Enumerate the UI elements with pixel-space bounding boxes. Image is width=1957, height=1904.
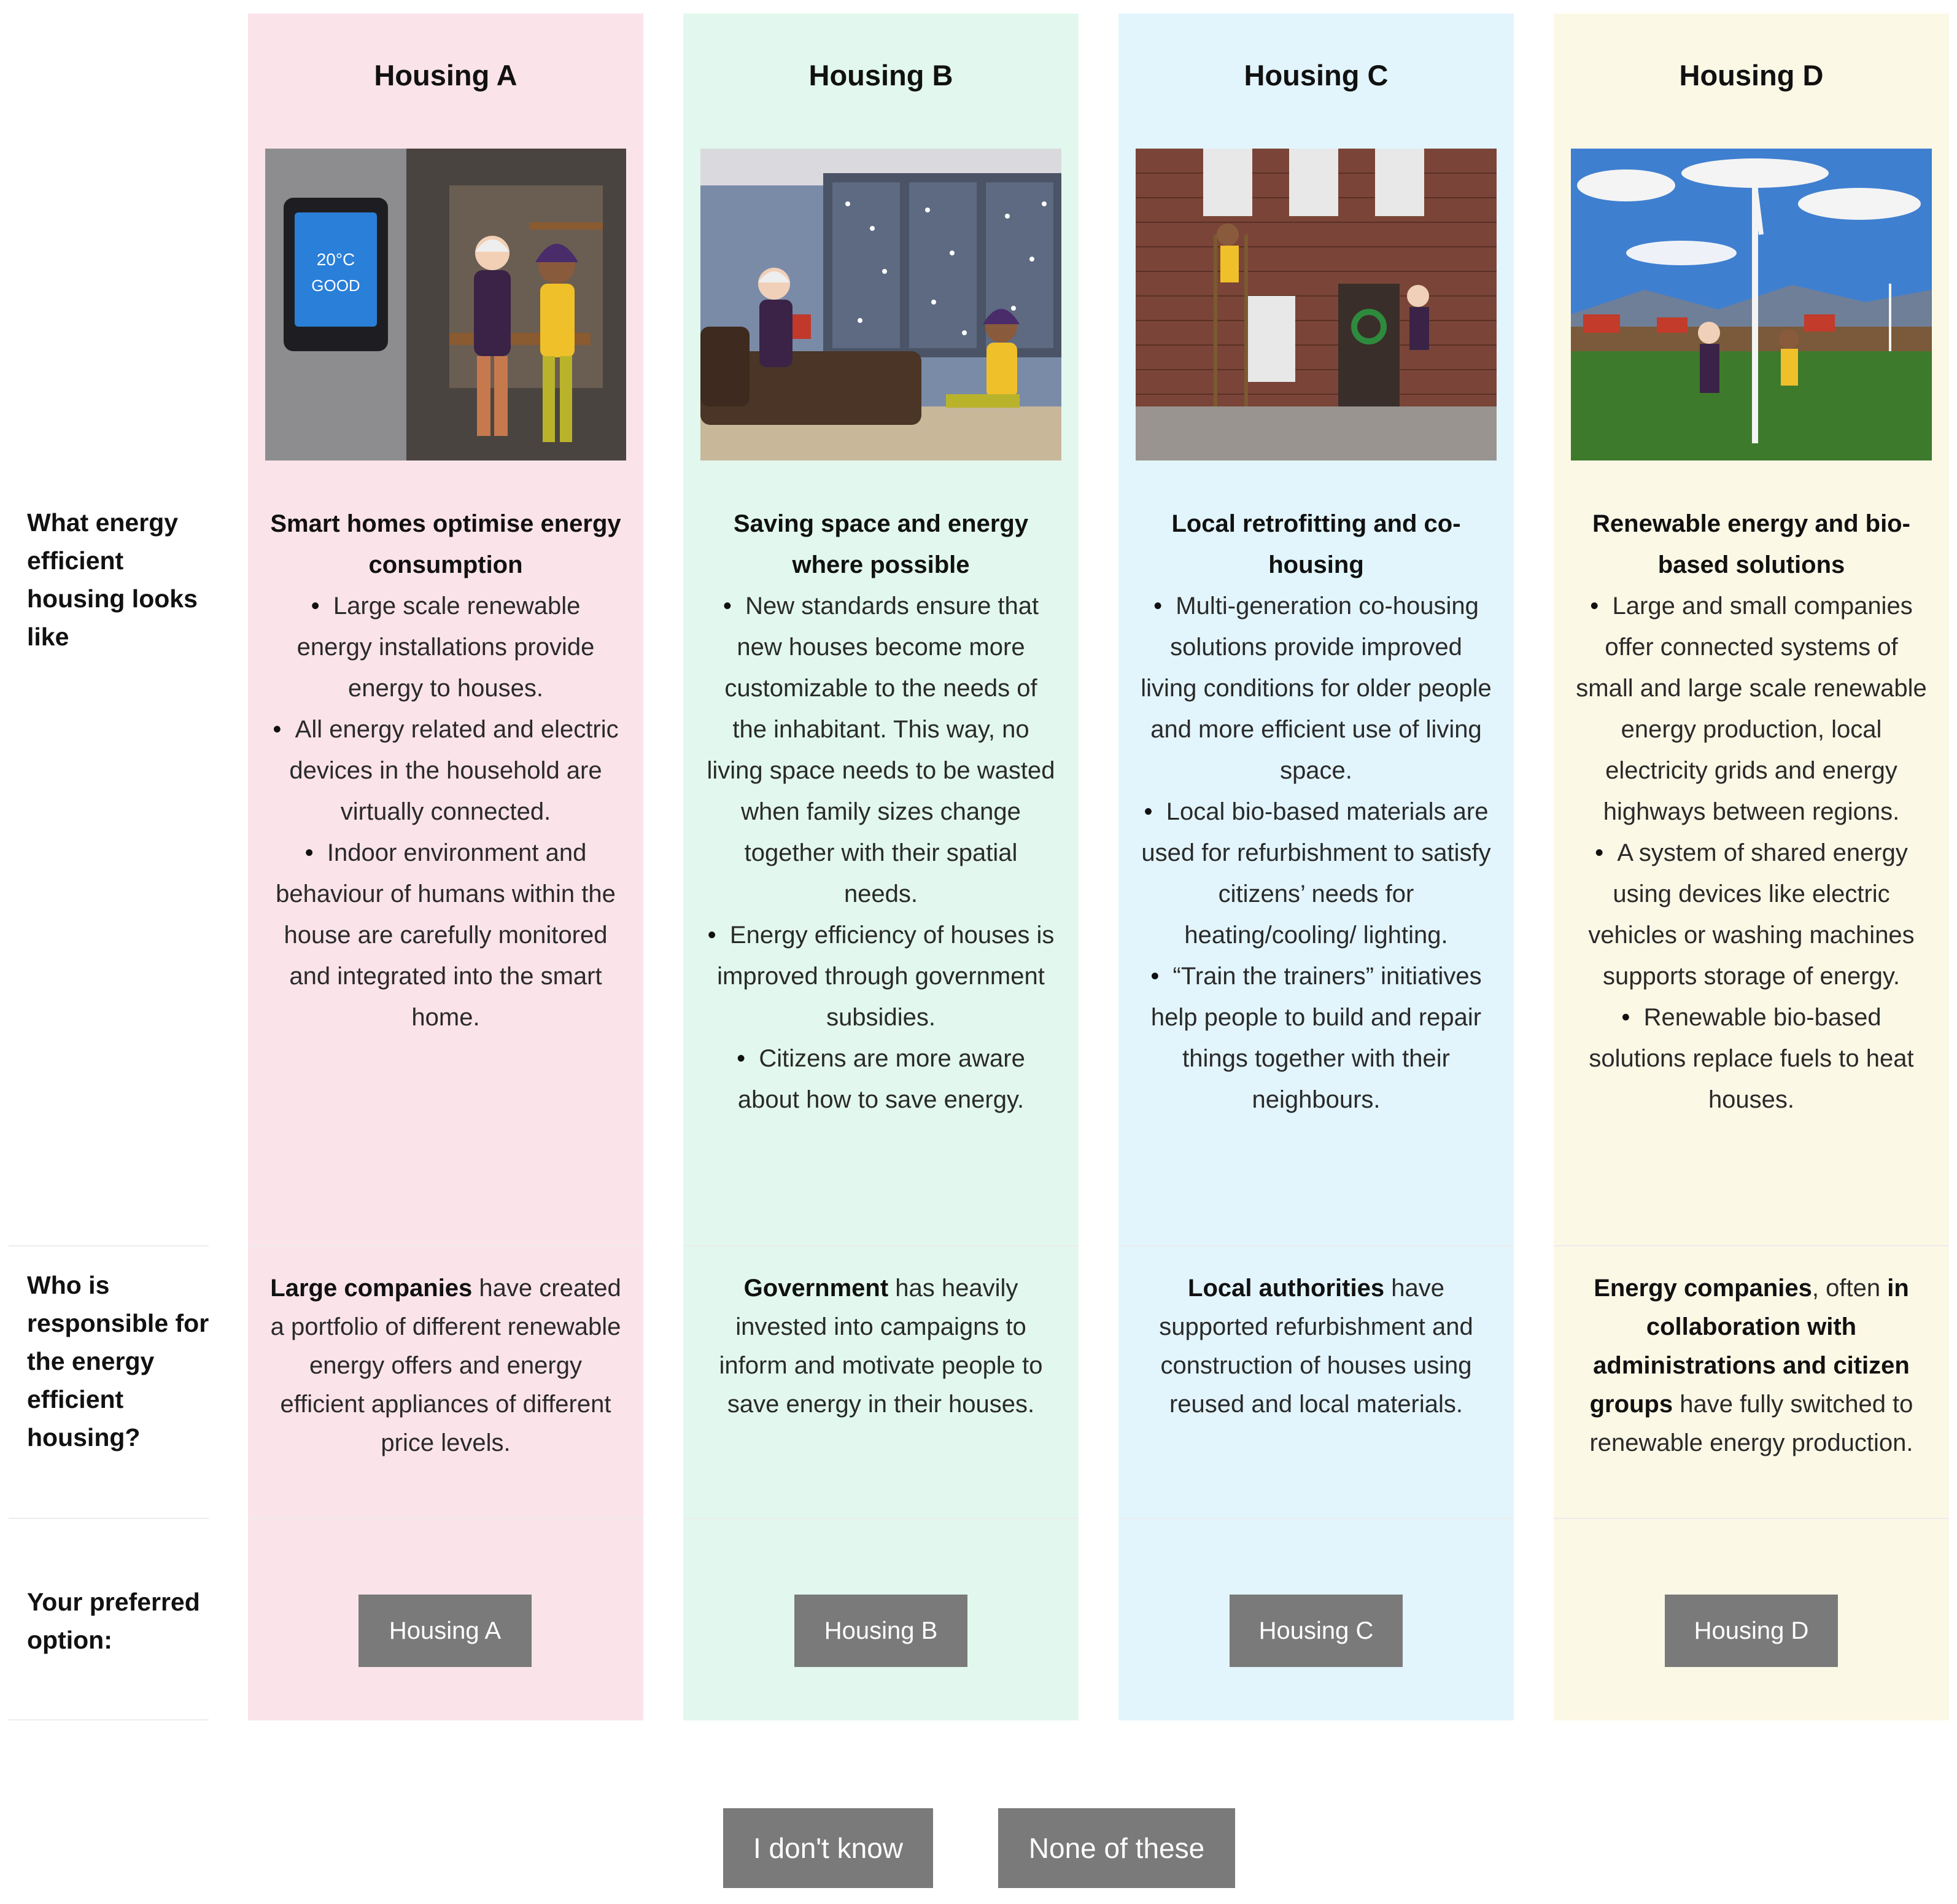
housing-b-column: [683, 14, 1079, 1720]
list-item: [702, 915, 1060, 1038]
housing-d-bullet-3: • Renewable bio-based solutions replace fuels to heat houses.: [1589, 1004, 1913, 1113]
housing-a-resp-actor: Large companies: [270, 1275, 473, 1302]
row-divider: [1554, 1518, 1949, 1519]
row-divider: [9, 1719, 209, 1720]
list-item: [702, 586, 1060, 915]
thermostat-temp: 20°C: [316, 250, 355, 269]
housing-d-desc-title: Renewable energy and bio-based solutions: [1592, 510, 1910, 578]
housing-a-bullet-2: • All energy related and electric devices in the household are virtually connected.: [273, 716, 618, 825]
housing-a-bullet-3: • Indoor environment and behaviour of humans within the house are carefully monitored and integrated into the smart home.: [276, 839, 616, 1031]
list-item: [1137, 956, 1495, 1121]
list-item: [702, 1038, 1060, 1121]
housing-d-resp-collab: in collaboration with administrations and citizen groups: [1589, 1275, 1910, 1418]
housing-d-button[interactable]: Housing D: [1665, 1595, 1838, 1667]
housing-a-title: Housing A: [374, 58, 517, 91]
row-divider: [9, 1245, 209, 1246]
housing-c-description: [1137, 503, 1495, 1121]
row-divider: [248, 1518, 643, 1519]
housing-b-bullet-3: • Citizens are more aware about how to save energy.: [737, 1045, 1025, 1113]
row-divider: [683, 1518, 1079, 1519]
housing-d-bullet-1: • Large and small companies offer connected systems of small and large scale renewable energy production, local electricity grids and energy highways between regions.: [1576, 593, 1926, 825]
housing-b-bullet-1: • New standards ensure that new houses become more customizable to the needs of the inhabitant. This way, no living space needs to be wasted when family sizes change together with their spatial needs.: [707, 593, 1055, 907]
housing-b-title: Housing B: [808, 58, 953, 91]
smart-home-thermostat-image: [265, 149, 626, 460]
housing-c-bullet-3: • “Train the trainers” initiatives help people to build and repair things together with their neighbours.: [1150, 963, 1481, 1113]
housing-c-column: [1118, 14, 1514, 1720]
housing-d-column: [1554, 14, 1949, 1720]
housing-b-resp-text: has heavily invested into campaigns to inform and motivate people to save energy in their houses.: [719, 1275, 1043, 1418]
row-divider: [1118, 1245, 1514, 1246]
housing-c-button[interactable]: Housing C: [1230, 1595, 1403, 1667]
row-divider: [683, 1245, 1079, 1246]
list-item: [1572, 586, 1931, 833]
housing-a-column: [248, 14, 643, 1720]
housing-d-description: [1572, 503, 1931, 1121]
housing-d-bullet-2: • A system of shared energy using devices like electric vehicles or washing machines supports storage of energy.: [1588, 839, 1914, 990]
housing-d-resp-actor: Energy companies: [1594, 1275, 1812, 1302]
thermostat-status: GOOD: [311, 276, 360, 295]
housing-d-resp-text-1: , often: [1812, 1275, 1888, 1302]
row-label-preferred: Your preferred option:: [27, 1588, 200, 1654]
housing-a-resp-text: have created a portfolio of different renewable energy offers and energy efficient appliances of different price levels.: [270, 1275, 621, 1456]
housing-b-responsibility: [702, 1269, 1060, 1424]
housing-a-button[interactable]: Housing A: [358, 1595, 532, 1667]
row-label-who: Who is responsible for the energy efficient housing?: [27, 1271, 209, 1451]
list-item: [1572, 997, 1931, 1121]
housing-c-responsibility: [1137, 1269, 1495, 1424]
none-of-these-button[interactable]: None of these: [998, 1808, 1235, 1888]
list-item: [1137, 586, 1495, 791]
housing-a-bullet-1: • Large scale renewable energy installations provide energy to houses.: [297, 593, 595, 702]
list-item: [1572, 833, 1931, 997]
list-item: [266, 586, 625, 709]
housing-c-resp-actor: Local authorities: [1188, 1275, 1385, 1302]
housing-d-title: Housing D: [1679, 58, 1824, 91]
housing-c-desc-title: Local retrofitting and co-housing: [1171, 510, 1461, 578]
housing-b-button[interactable]: Housing B: [794, 1595, 967, 1667]
brick-house-image: [1136, 149, 1497, 460]
housing-a-responsibility: [266, 1269, 625, 1463]
list-item: [266, 833, 625, 1038]
housing-b-desc-title: Saving space and energy where possible: [733, 510, 1029, 578]
row-divider: [9, 1518, 209, 1519]
housing-c-bullet-2: • Local bio-based materials are used for refurbishment to satisfy citizens’ needs for heating/cooling/ lighting.: [1141, 798, 1490, 949]
housing-c-resp-text: have supported refurbishment and construction of houses using reused and local materials.: [1159, 1275, 1473, 1418]
housing-a-desc-title: Smart homes optimise energy consumption: [270, 510, 621, 578]
living-room-image: [700, 149, 1061, 460]
housing-c-title: Housing C: [1244, 58, 1389, 91]
housing-b-description: [702, 503, 1060, 1121]
housing-d-responsibility: [1572, 1269, 1931, 1463]
wind-turbine-field-image: [1571, 149, 1932, 460]
list-item: [266, 709, 625, 833]
housing-b-bullet-2: • Energy efficiency of houses is improved through government subsidies.: [708, 922, 1055, 1031]
row-label-what: What energy efficient housing looks like: [27, 508, 198, 651]
row-divider: [1554, 1245, 1949, 1246]
row-divider: [248, 1245, 643, 1246]
housing-b-resp-actor: Government: [743, 1275, 889, 1302]
housing-d-resp-text-2: have fully switched to renewable energy production.: [1589, 1391, 1913, 1456]
list-item: [1137, 791, 1495, 956]
housing-c-bullet-1: • Multi-generation co-housing solutions provide improved living conditions for older people and more efficient use of living space.: [1141, 593, 1491, 784]
row-divider: [1118, 1518, 1514, 1519]
housing-a-description: [266, 503, 625, 1038]
dont-know-button[interactable]: I don't know: [723, 1808, 933, 1888]
